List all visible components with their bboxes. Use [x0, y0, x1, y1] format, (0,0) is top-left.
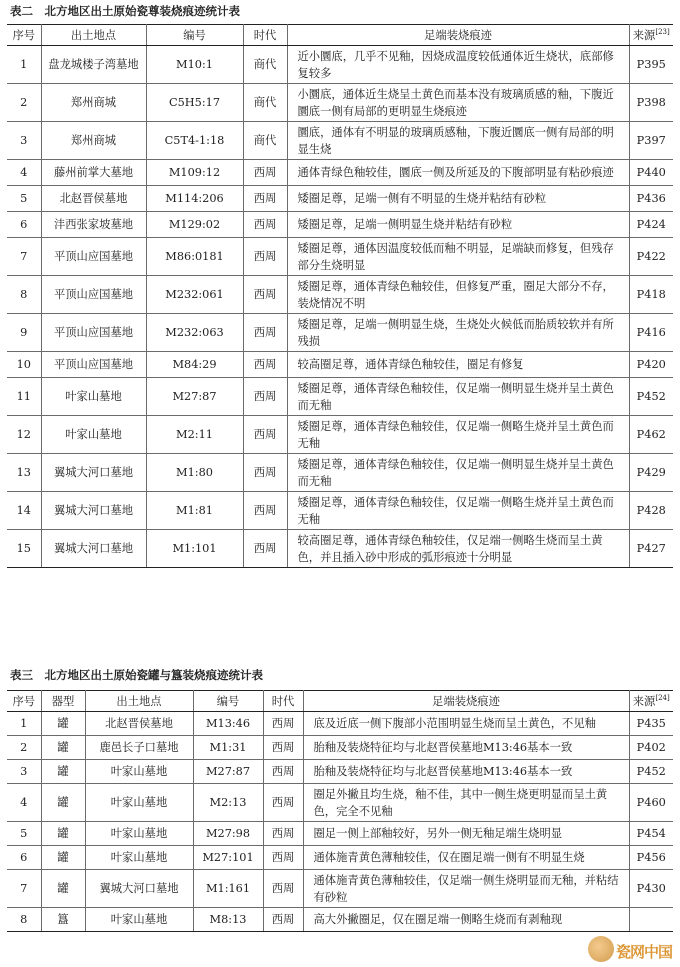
table-row: [7, 160, 673, 186]
cell-era: 西周: [263, 822, 303, 846]
cell-trace: 矮圈足尊，通体青绿色釉较佳，仅足端一侧略生烧并呈土黄色而无釉: [287, 416, 629, 454]
cell-number: M27:98: [193, 822, 263, 846]
cell-source: P436: [629, 186, 673, 212]
cell-trace: 通体施青黄色薄釉较佳，仅在圈足端一侧有不明显生烧: [303, 846, 629, 870]
header-no: 序号: [7, 691, 41, 712]
cell-era: 西周: [263, 846, 303, 870]
cell-era: 商代: [243, 122, 287, 160]
cell-era: 西周: [243, 314, 287, 352]
cell-era: 西周: [243, 416, 287, 454]
table-row: [7, 416, 673, 454]
cell-trace: 矮圈足尊，足端一侧明显生烧，生烧处火候低而胎质较软并有所残损: [287, 314, 629, 352]
cell-era: 西周: [243, 212, 287, 238]
cell-number: M27:87: [146, 378, 243, 416]
header-site: 出土地点: [41, 25, 146, 46]
cell-no: 15: [7, 530, 41, 568]
header-source-ref: [24]: [655, 693, 670, 702]
cell-site: 叶家山墓地: [85, 846, 193, 870]
cell-number: C5H5:17: [146, 84, 243, 122]
cell-no: 9: [7, 314, 41, 352]
cell-trace: 底及近底一侧下腹部小范围明显生烧而呈土黄色，不见釉: [303, 712, 629, 736]
cell-type: 罐: [41, 736, 85, 760]
table-row: [7, 870, 673, 908]
cell-source: P440: [629, 160, 673, 186]
cell-number: M109:12: [146, 160, 243, 186]
cell-trace: 近小圜底，几乎不见釉，因烧成温度较低通体近生烧状，底部修复较多: [287, 46, 629, 84]
cell-era: 西周: [243, 238, 287, 276]
table-row: [7, 712, 673, 736]
cell-type: 罐: [41, 760, 85, 784]
table-row: [7, 276, 673, 314]
header-source-ref: [23]: [655, 27, 670, 36]
cell-site: 叶家山墓地: [41, 416, 146, 454]
cell-era: 西周: [263, 870, 303, 908]
cell-source: P402: [629, 736, 673, 760]
header-source-label: 来源: [632, 694, 656, 708]
cell-site: 叶家山墓地: [85, 784, 193, 822]
cell-number: C5T4-1:18: [146, 122, 243, 160]
table3-caption: 表三 北方地区出土原始瓷罐与簋装烧痕迹统计表: [10, 668, 263, 682]
cell-type: 罐: [41, 870, 85, 908]
cell-site: 叶家山墓地: [41, 378, 146, 416]
cell-source: P428: [629, 492, 673, 530]
cell-number: M84:29: [146, 352, 243, 378]
cell-no: 3: [7, 122, 41, 160]
cell-source: P452: [629, 760, 673, 784]
cell-trace: 圜底，通体有不明显的玻璃质感釉，下腹近圜底一侧有局部的明显生烧: [287, 122, 629, 160]
cell-source: P424: [629, 212, 673, 238]
cell-source: P452: [629, 378, 673, 416]
cell-trace: 较高圈足尊，通体青绿色釉较佳，仅足端一侧略生烧而呈土黄色，并且插入砂中形成的弧形痕迹十分明显: [287, 530, 629, 568]
cell-trace: 通体施青黄色薄釉较佳，仅足端一侧生烧明显而无釉，并粘结有砂粒: [303, 870, 629, 908]
header-trace: 足端装烧痕迹: [287, 25, 629, 46]
cell-number: M8:13: [193, 908, 263, 932]
cell-no: 5: [7, 186, 41, 212]
cell-site: 藤州前掌大墓地: [41, 160, 146, 186]
table-row: [7, 122, 673, 160]
cell-site: 翼城大河口墓地: [41, 530, 146, 568]
watermark-text: 瓷网中国: [616, 943, 673, 961]
cell-site: 翼城大河口墓地: [41, 454, 146, 492]
cell-site: 北赵晋侯墓地: [41, 186, 146, 212]
cell-no: 1: [7, 712, 41, 736]
cell-number: M232:063: [146, 314, 243, 352]
cell-no: 8: [7, 908, 41, 932]
cell-trace: 矮圈足尊，通体青绿色釉较佳，但修复严重，圈足大部分不存，装烧情况不明: [287, 276, 629, 314]
header-source: [629, 691, 673, 712]
cell-trace: 胎釉及装烧特征均与北赵晋侯墓地M13:46基本一致: [303, 736, 629, 760]
header-trace: 足端装烧痕迹: [303, 691, 629, 712]
cell-number: M2:11: [146, 416, 243, 454]
cell-number: M10:1: [146, 46, 243, 84]
cell-number: M86:0181: [146, 238, 243, 276]
table-row: [7, 84, 673, 122]
table-row: [7, 784, 673, 822]
cell-number: M27:101: [193, 846, 263, 870]
cell-trace: 通体青绿色釉较佳，圜底一侧及所延及的下腹部明显有粘砂痕迹: [287, 160, 629, 186]
table-row: [7, 212, 673, 238]
cell-era: 西周: [243, 160, 287, 186]
header-type: 器型: [41, 691, 85, 712]
cell-site: 郑州商城: [41, 122, 146, 160]
cell-no: 4: [7, 784, 41, 822]
cell-trace: 高大外撇圈足，仅在圈足端一侧略生烧而有剥釉现: [303, 908, 629, 932]
cell-trace: 小圜底，通体近生烧呈土黄色而基本没有玻璃质感的釉，下腹近圜底一侧有局部的更明显生烧痕迹: [287, 84, 629, 122]
cell-no: 6: [7, 846, 41, 870]
cell-no: 5: [7, 822, 41, 846]
cell-no: 12: [7, 416, 41, 454]
cell-site: 鹿邑长子口墓地: [85, 736, 193, 760]
table3-header-row: [7, 691, 673, 712]
table-row: [7, 822, 673, 846]
cell-number: M1:31: [193, 736, 263, 760]
cell-no: 7: [7, 870, 41, 908]
cell-type: 簋: [41, 908, 85, 932]
cell-site: 盘龙城楼子湾墓地: [41, 46, 146, 84]
cell-no: 10: [7, 352, 41, 378]
cell-number: M1:80: [146, 454, 243, 492]
cell-no: 11: [7, 378, 41, 416]
cell-era: 西周: [263, 784, 303, 822]
cell-trace: 矮圈足尊，通体青绿色釉较佳，仅足端一侧明显生烧并呈土黄色而无釉: [287, 378, 629, 416]
header-site: 出土地点: [85, 691, 193, 712]
cell-trace: 圈足一侧上部釉较好，另外一侧无釉足端生烧明显: [303, 822, 629, 846]
cell-source: P416: [629, 314, 673, 352]
cell-era: 西周: [243, 276, 287, 314]
cell-site: 叶家山墓地: [85, 908, 193, 932]
table-row: [7, 530, 673, 568]
table-row: [7, 46, 673, 84]
cell-type: 罐: [41, 712, 85, 736]
cell-era: 商代: [243, 84, 287, 122]
cell-source: P420: [629, 352, 673, 378]
cell-no: 3: [7, 760, 41, 784]
cell-era: 西周: [243, 454, 287, 492]
header-number: 编号: [193, 691, 263, 712]
cell-era: 商代: [243, 46, 287, 84]
cell-site: 叶家山墓地: [85, 822, 193, 846]
table-row: [7, 352, 673, 378]
cell-no: 1: [7, 46, 41, 84]
table-row: [7, 186, 673, 212]
cell-trace: 矮圈足尊，足端一侧有不明显的生烧并粘结有砂粒: [287, 186, 629, 212]
cell-source: P456: [629, 846, 673, 870]
cell-number: M129:02: [146, 212, 243, 238]
cell-source: P422: [629, 238, 673, 276]
cell-source: P429: [629, 454, 673, 492]
table2-caption: 表二 北方地区出土原始瓷尊装烧痕迹统计表: [10, 4, 240, 18]
cell-site: 沣西张家坡墓地: [41, 212, 146, 238]
cell-source: P462: [629, 416, 673, 454]
cell-number: M1:161: [193, 870, 263, 908]
table-row: [7, 846, 673, 870]
cell-type: 罐: [41, 784, 85, 822]
cell-trace: 较高圈足尊，通体青绿色釉较佳，圈足有修复: [287, 352, 629, 378]
cell-number: M13:46: [193, 712, 263, 736]
watermark-seal-icon: [588, 936, 614, 962]
header-source-label: 来源: [632, 28, 656, 42]
cell-number: M232:061: [146, 276, 243, 314]
cell-source: [629, 908, 673, 932]
cell-no: 4: [7, 160, 41, 186]
cell-site: 叶家山墓地: [85, 760, 193, 784]
cell-number: M114:206: [146, 186, 243, 212]
cell-era: 西周: [263, 760, 303, 784]
table-row: [7, 238, 673, 276]
cell-type: 罐: [41, 846, 85, 870]
cell-no: 7: [7, 238, 41, 276]
cell-source: P460: [629, 784, 673, 822]
cell-trace: 圈足外撇且均生烧，釉不佳，其中一侧生烧更明显而呈土黄色，完全不见釉: [303, 784, 629, 822]
cell-source: P430: [629, 870, 673, 908]
cell-era: 西周: [243, 186, 287, 212]
cell-source: P418: [629, 276, 673, 314]
cell-source: P395: [629, 46, 673, 84]
cell-trace: 矮圈足尊，通体青绿色釉较佳，仅足端一侧明显生烧并呈土黄色而无釉: [287, 454, 629, 492]
cell-number: M2:13: [193, 784, 263, 822]
cell-source: P435: [629, 712, 673, 736]
cell-era: 西周: [243, 492, 287, 530]
cell-site: 郑州商城: [41, 84, 146, 122]
table-row: [7, 492, 673, 530]
header-era: 时代: [243, 25, 287, 46]
table-row: [7, 314, 673, 352]
cell-number: M1:101: [146, 530, 243, 568]
cell-source: P454: [629, 822, 673, 846]
table2-header-row: [7, 25, 673, 46]
cell-no: 8: [7, 276, 41, 314]
header-era: 时代: [263, 691, 303, 712]
cell-type: 罐: [41, 822, 85, 846]
cell-trace: 矮圈足尊，足端一侧明显生烧并粘结有砂粒: [287, 212, 629, 238]
cell-no: 6: [7, 212, 41, 238]
header-no: 序号: [7, 25, 41, 46]
table3-body: [7, 712, 673, 932]
cell-era: 西周: [263, 736, 303, 760]
table-row: [7, 908, 673, 932]
cell-no: 2: [7, 84, 41, 122]
cell-trace: 矮圈足尊，通体因温度较低而釉不明显，足端缺而修复，但残存部分生烧明显: [287, 238, 629, 276]
table-row: [7, 454, 673, 492]
cell-site: 翼城大河口墓地: [41, 492, 146, 530]
cell-site: 翼城大河口墓地: [85, 870, 193, 908]
cell-site: 平顶山应国墓地: [41, 352, 146, 378]
cell-source: P427: [629, 530, 673, 568]
table-row: [7, 760, 673, 784]
cell-site: 北赵晋侯墓地: [85, 712, 193, 736]
cell-number: M27:87: [193, 760, 263, 784]
cell-no: 13: [7, 454, 41, 492]
cell-era: 西周: [243, 352, 287, 378]
table-row: [7, 736, 673, 760]
table3: [7, 690, 673, 932]
header-source: [629, 25, 673, 46]
cell-site: 平顶山应国墓地: [41, 238, 146, 276]
cell-no: 2: [7, 736, 41, 760]
table2: [7, 24, 673, 568]
cell-source: P398: [629, 84, 673, 122]
cell-source: P397: [629, 122, 673, 160]
cell-era: 西周: [263, 712, 303, 736]
cell-trace: 矮圈足尊，通体青绿色釉较佳，仅足端一侧略生烧并呈土黄色而无釉: [287, 492, 629, 530]
table-row: [7, 378, 673, 416]
cell-era: 西周: [243, 378, 287, 416]
watermark-logo: [588, 936, 678, 964]
cell-trace: 胎釉及装烧特征均与北赵晋侯墓地M13:46基本一致: [303, 760, 629, 784]
cell-number: M1:81: [146, 492, 243, 530]
header-number: 编号: [146, 25, 243, 46]
cell-era: 西周: [243, 530, 287, 568]
table2-body: [7, 46, 673, 568]
cell-site: 平顶山应国墓地: [41, 314, 146, 352]
cell-no: 14: [7, 492, 41, 530]
cell-site: 平顶山应国墓地: [41, 276, 146, 314]
cell-era: 西周: [263, 908, 303, 932]
